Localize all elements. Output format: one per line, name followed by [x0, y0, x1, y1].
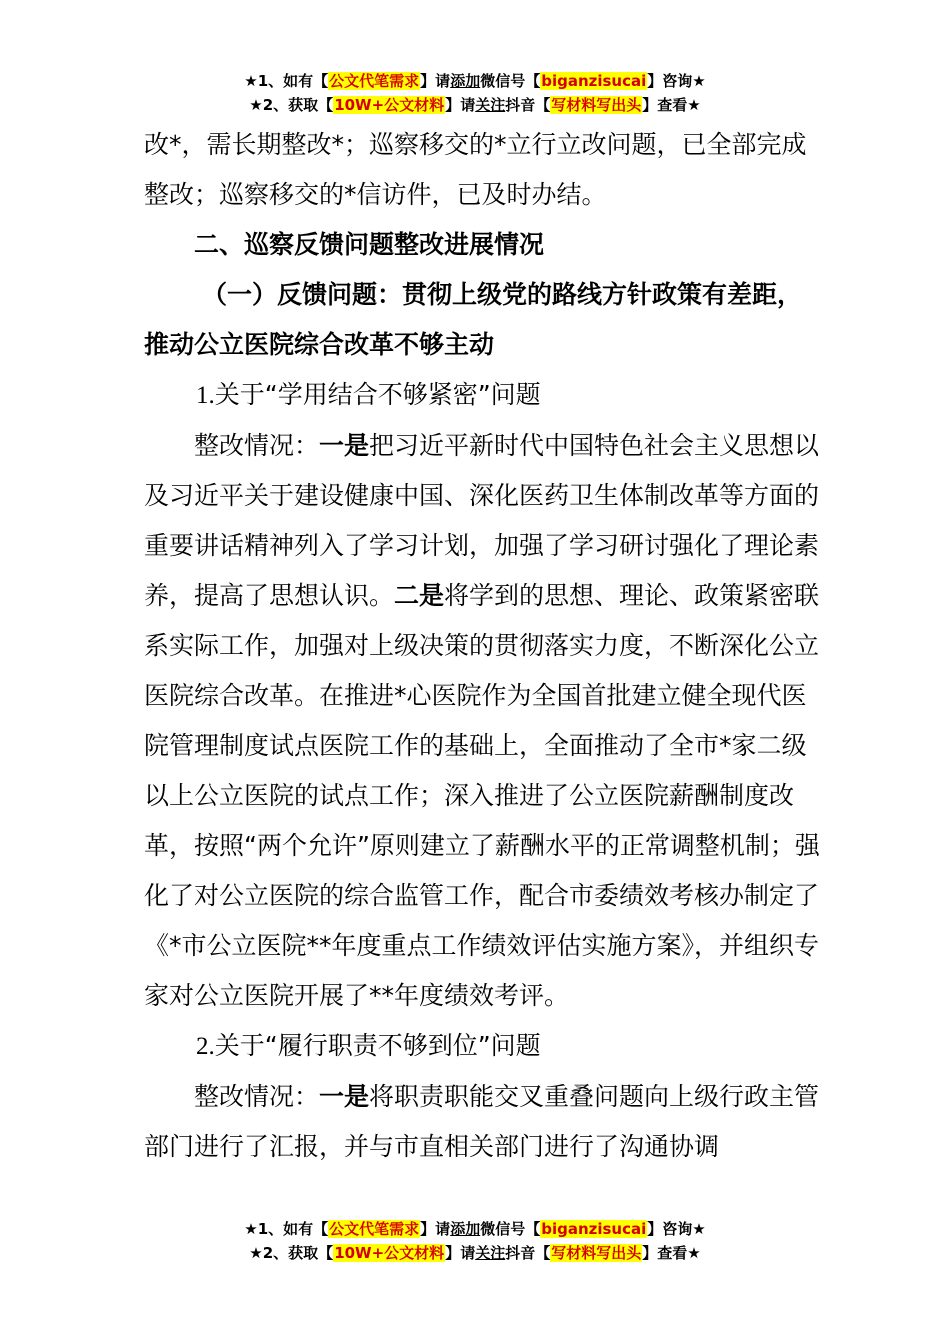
banner-text: 抖音【	[505, 96, 551, 114]
banner-text: ★1、如有【	[244, 1220, 329, 1238]
banner-text: ★2、获取【	[249, 1244, 334, 1262]
banner-highlight: 10W+公文材料	[334, 1244, 445, 1262]
subsection-heading: （一）反馈问题：贯彻上级党的路线方针政策有差距，推动公立医院综合改革不够主动	[144, 280, 803, 359]
bold-marker: 一是	[319, 431, 370, 460]
banner-highlight: 公文代笔需求	[329, 72, 420, 90]
banner-underline: 添加	[450, 72, 481, 90]
rectification-paragraph-2	[144, 1072, 824, 1172]
banner-text: 】请	[445, 1244, 476, 1262]
footer-banner	[0, 1217, 950, 1265]
item-heading-1	[144, 370, 824, 421]
paragraph-text: 将职责职能交叉重叠问题向上级行政主管部门进行了汇报，并与市直相关部门进行了沟通协调	[144, 1082, 820, 1161]
banner-highlight: biganzisucai	[541, 72, 647, 90]
banner-text: 微信号【	[480, 72, 541, 90]
item-heading-2	[144, 1021, 824, 1072]
document-body	[144, 120, 824, 1172]
banner-text: ★2、获取【	[249, 96, 334, 114]
banner-highlight: 写材料写出头	[551, 1244, 642, 1262]
banner-text: 】查看★	[642, 96, 701, 114]
header-banner	[0, 69, 950, 117]
rectification-paragraph-1	[144, 421, 824, 1021]
banner-line-2	[0, 93, 950, 117]
banner-text: 微信号【	[480, 1220, 541, 1238]
item-title: 关于“学用结合不够紧密”问题	[214, 380, 541, 409]
item-title: 关于“履行职责不够到位”问题	[214, 1031, 541, 1060]
section-heading: 二、巡察反馈问题整改进展情况	[194, 230, 545, 259]
banner-text: 】请	[445, 96, 476, 114]
banner-text: ★1、如有【	[244, 72, 329, 90]
banner-text: 】请	[420, 72, 451, 90]
banner-text: 抖音【	[505, 1244, 551, 1262]
paragraph-lead: 整改情况：	[194, 431, 320, 460]
banner-highlight: 10W+公文材料	[334, 96, 445, 114]
item-number: 2.	[196, 1033, 215, 1060]
paragraph-lead: 整改情况：	[194, 1082, 320, 1111]
banner-underline: 关注	[475, 96, 506, 114]
banner-line-1	[0, 1217, 950, 1241]
banner-underline: 关注	[475, 1244, 506, 1262]
banner-underline: 添加	[450, 1220, 481, 1238]
bold-marker: 一是	[319, 1082, 370, 1111]
banner-text: 】咨询★	[647, 1220, 706, 1238]
banner-highlight: biganzisucai	[541, 1220, 647, 1238]
banner-text: 】咨询★	[647, 72, 706, 90]
bold-marker: 二是	[394, 581, 445, 610]
paragraph-continued: 改*，需长期整改*；巡察移交的*立行立改问题，已全部完成整改；巡察移交的*信访件，已及时办结。	[144, 130, 807, 209]
banner-highlight: 公文代笔需求	[329, 1220, 420, 1238]
paragraph-text: 将学到的思想、理论、政策紧密联系实际工作，加强对上级决策的贯彻落实力度，不断深化公立医院综合改革。在推进*心医院作为全国首批建立健全现代医院管理制度试点医院工作的基础上，全面推动了全市*家二级以上公立医院的试点工作；深入推进了公立医院薪酬制度改革，按照“两个允许”原则建立了薪酬水平的正常调整机制；强化了对公立医院的综合监管工作，配合市委绩效考核办制定了《*市公立医院**年度重点工作绩效评估实施方案》，并组织专家对公立医院开展了**年度绩效考评。	[144, 581, 820, 1010]
paragraph-text: 把习近平新时代中国特色社会主义思想以及习近平关于建设健康中国、深化医药卫生体制改革等方面的重要讲话精神列入了学习计划，加强了学习研讨强化了理论素养，提高了思想认识。	[144, 431, 820, 610]
banner-text: 】请	[420, 1220, 451, 1238]
banner-line-1	[0, 69, 950, 93]
banner-line-2	[0, 1241, 950, 1265]
banner-highlight: 写材料写出头	[551, 96, 642, 114]
banner-text: 】查看★	[642, 1244, 701, 1262]
item-number: 1.	[196, 382, 215, 409]
